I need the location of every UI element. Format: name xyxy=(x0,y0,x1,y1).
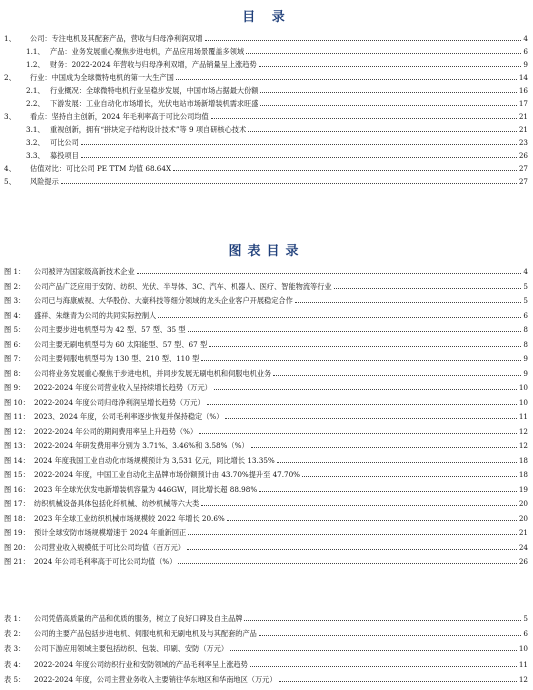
leader-dots xyxy=(201,505,517,506)
entry-number: 表 1： xyxy=(4,614,26,623)
entry-text: 2024 年公司毛利率高于可比公司均值（%） xyxy=(34,557,177,566)
entry-page: 9 xyxy=(523,354,528,363)
entry-text: 看点：坚持自主创新，2024 年毛利率高于可比公司均值 xyxy=(30,112,209,121)
entry-page: 21 xyxy=(518,528,528,537)
figure-entry[interactable] xyxy=(4,453,528,465)
entry-text: 公司产品广泛应用于安防、纺织、光伏、半导体、3C、汽车、机器人、医疗、智能物流等行业 xyxy=(34,281,332,291)
table-entry[interactable] xyxy=(4,611,528,623)
leader-dots xyxy=(302,476,517,477)
figure-entry[interactable] xyxy=(4,366,528,378)
entry-page: 11 xyxy=(518,659,528,669)
entry-page: 12 xyxy=(518,441,528,450)
entry-text: 预计全球安防市场规模增速于 2024 年重新回正 xyxy=(34,528,187,537)
entry-number: 1.2、 xyxy=(26,60,45,69)
entry-text: 2022-2024 年度公司营业收入呈持续增长趋势（万元） xyxy=(34,383,212,392)
entry-number: 图 12： xyxy=(4,426,30,436)
leader-dots xyxy=(248,131,517,132)
entry-text: 公司：专注电机及其配套产品，营收与归母净利润双增 xyxy=(30,34,203,43)
entry-page: 11 xyxy=(518,412,528,421)
entry-text: 估值对比：可比公司 PE TTM 均值 68.64X xyxy=(30,164,172,173)
entry-text: 2022-2024 年度，中国工业自动化主品牌市场份额预计由 43.70%提升至 47.70% xyxy=(34,470,300,479)
entry-page: 8 xyxy=(523,339,528,349)
figure-entry[interactable] xyxy=(4,467,528,479)
entry-text: 可比公司 xyxy=(50,138,79,147)
entry-page: 17 xyxy=(518,99,528,108)
entry-page: 23 xyxy=(518,138,528,147)
entry-page: 5 xyxy=(523,281,528,291)
entry-text: 公司下游应用领域主要包括纺织、包装、印刷、安防（万元） xyxy=(34,644,229,654)
entry-number: 4、 xyxy=(4,164,16,173)
leader-dots xyxy=(61,183,517,184)
entry-number: 2.1、 xyxy=(26,86,45,95)
leader-dots xyxy=(260,92,516,93)
leader-dots xyxy=(199,433,517,434)
leader-dots xyxy=(250,666,517,667)
figure-entry[interactable] xyxy=(4,511,528,523)
entry-page: 12 xyxy=(518,674,528,684)
entry-number: 图 1： xyxy=(4,267,26,276)
leader-dots xyxy=(244,620,521,621)
toc-entry[interactable] xyxy=(26,96,528,108)
figure-entry[interactable] xyxy=(4,525,528,537)
entry-number: 图 10： xyxy=(4,397,30,407)
figure-entry[interactable] xyxy=(4,409,528,421)
figure-entry[interactable] xyxy=(4,337,528,349)
entry-text: 公司的主要产品包括步进电机、伺服电机和无刷电机及与其配套的产品 xyxy=(34,629,257,639)
entry-number: 3、 xyxy=(4,112,16,121)
entry-text: 公司将业务发展重心聚焦于步进电机，并同步发展无刷电机和伺服电机业务 xyxy=(34,368,272,378)
entry-number: 图 4： xyxy=(4,310,26,320)
entry-page: 5 xyxy=(523,296,528,305)
entry-page: 18 xyxy=(518,455,528,465)
entry-number: 图 2： xyxy=(4,281,26,291)
toc-entry[interactable] xyxy=(26,44,528,56)
entry-number: 图 13： xyxy=(4,441,30,450)
entry-text: 公司主要无刷电机型号为 60 太阳能型、57 型、67 型 xyxy=(34,339,208,349)
toc-title: 目 录 xyxy=(242,10,291,25)
entry-page: 6 xyxy=(523,310,528,320)
leader-dots xyxy=(178,563,516,564)
leader-dots xyxy=(187,549,517,550)
figure-entry[interactable] xyxy=(4,395,528,407)
entry-page: 4 xyxy=(523,34,528,43)
entry-page: 24 xyxy=(518,542,528,552)
leader-dots xyxy=(230,650,517,651)
figure-entry[interactable] xyxy=(4,554,528,566)
figure-entry[interactable] xyxy=(4,438,528,450)
entry-number: 图 21： xyxy=(4,557,30,566)
leader-dots xyxy=(205,40,522,41)
entry-number: 1.1、 xyxy=(26,47,45,56)
entry-number: 图 5： xyxy=(4,325,26,334)
entry-text: 募投项目 xyxy=(50,151,79,160)
figure-entry[interactable] xyxy=(4,264,528,276)
toc-entry[interactable] xyxy=(26,135,528,147)
entry-page: 4 xyxy=(523,267,528,276)
leader-dots xyxy=(295,302,522,303)
leader-dots xyxy=(173,170,517,171)
entry-number: 3.3、 xyxy=(26,151,45,160)
entry-text: 2023 年全球光伏发电新增装机容量为 446GW，同比增长超 88.98% xyxy=(34,484,258,494)
toc-entry[interactable] xyxy=(26,57,528,69)
entry-page: 18 xyxy=(518,470,528,479)
leader-dots xyxy=(207,404,517,405)
leader-dots xyxy=(259,491,517,492)
entry-page: 19 xyxy=(518,484,528,494)
entry-text: 2022-2024 年研发费用率分别为 3.71%、3.46%和 3.58%（%） xyxy=(34,441,249,450)
table-entry[interactable] xyxy=(4,626,528,638)
entry-text: 2024 年度我国工业自动化市场规模预计为 3,531 亿元，同比增长 13.35% xyxy=(34,455,275,465)
entry-text: 纺织机械设备具体包括化纤机械、纺纱机械等六大类 xyxy=(34,499,200,508)
entry-number: 图 16： xyxy=(4,484,30,494)
table-entry[interactable] xyxy=(4,657,528,669)
entry-number: 表 5： xyxy=(4,674,26,684)
leader-dots xyxy=(214,389,517,390)
leader-dots xyxy=(260,105,516,106)
entry-page: 21 xyxy=(518,125,528,134)
entry-number: 3.1、 xyxy=(26,125,45,134)
leader-dots xyxy=(176,79,517,80)
entry-number: 图 17： xyxy=(4,499,30,508)
entry-page: 12 xyxy=(518,426,528,436)
entry-text: 公司主要步进电机型号为 42 型、57 型、35 型 xyxy=(34,325,186,334)
entry-number: 表 4： xyxy=(4,659,26,669)
entry-text: 公司已与海康威视、大华股份、大豪科技等细分领域的龙头企业客户开展稳定合作 xyxy=(34,296,293,305)
entry-text: 2022-2024 年度公司纺织行业和安防领域的产品毛利率呈上涨趋势 xyxy=(34,659,248,669)
entry-text: 重视创新，拥有“拼块定子结构设计技术”等 9 项自研核心技术 xyxy=(50,125,247,134)
leader-dots xyxy=(259,635,522,636)
entry-text: 2023 年全球工业纺织机械市场规模较 2022 年增长 20.6% xyxy=(34,513,225,523)
leader-dots xyxy=(277,462,517,463)
figure-entry[interactable] xyxy=(4,279,528,291)
toc-entry[interactable] xyxy=(4,31,528,43)
entry-text: 公司被评为国家级高新技术企业 xyxy=(34,267,135,276)
entry-page: 26 xyxy=(518,151,528,160)
entry-page: 26 xyxy=(518,557,528,566)
entry-number: 图 19： xyxy=(4,528,30,537)
entry-text: 公司主要伺服电机型号为 130 型、210 型、110 型 xyxy=(34,354,200,363)
toc-entry[interactable] xyxy=(4,109,528,121)
entry-text: 行业：中国成为全球微特电机的第一大生产国 xyxy=(30,73,174,82)
entry-text: 盛祥、朱继青为公司的共同实际控制人 xyxy=(34,310,157,320)
entry-page: 6 xyxy=(523,629,528,639)
leader-dots xyxy=(251,447,517,448)
leader-dots xyxy=(334,288,522,289)
entry-number: 表 3： xyxy=(4,644,26,654)
entry-text: 产品：业务发展重心聚焦步进电机，产品应用场景覆盖多领域 xyxy=(50,47,245,56)
leader-dots xyxy=(246,53,521,54)
figure-entry[interactable] xyxy=(4,293,528,305)
toc-entry[interactable] xyxy=(4,174,528,186)
entry-page: 9 xyxy=(523,60,528,69)
entry-text: 财务：2022-2024 年营收与归母净利双增，产品销量呈上涨趋势 xyxy=(50,60,257,69)
entry-number: 图 11： xyxy=(4,412,30,421)
entry-number: 2.2、 xyxy=(26,99,45,108)
toc-entry[interactable] xyxy=(26,148,528,160)
leader-dots xyxy=(188,534,517,535)
entry-page: 20 xyxy=(518,513,528,523)
entry-text: 2023、2024 年度，公司毛利率逐步恢复并保持稳定（%） xyxy=(34,412,224,421)
entry-page: 21 xyxy=(518,112,528,121)
entry-text: 2022-2024 年度公司归母净利润呈增长趋势（万元） xyxy=(34,397,205,407)
entry-text: 公司凭借高质量的产品和优质的服务，树立了良好口碑及自主品牌 xyxy=(34,614,243,623)
table-entry[interactable] xyxy=(4,641,528,653)
leader-dots xyxy=(81,157,517,158)
leader-dots xyxy=(211,118,517,119)
entry-text: 2022-2024 年公司的期间费用率呈上升趋势（%） xyxy=(34,426,198,436)
leader-dots xyxy=(279,681,517,682)
entry-page: 16 xyxy=(518,86,528,95)
entry-number: 1、 xyxy=(4,34,16,43)
entry-number: 图 7： xyxy=(4,354,26,363)
entry-number: 图 6： xyxy=(4,339,26,349)
leader-dots xyxy=(201,360,521,361)
entry-number: 表 2： xyxy=(4,629,26,639)
leader-dots xyxy=(158,317,521,318)
entry-page: 9 xyxy=(523,368,528,378)
entry-text: 2022-2024 年度，公司主营业务收入主要销往华东地区和华南地区（万元） xyxy=(34,674,277,684)
figure-entry[interactable] xyxy=(4,424,528,436)
entry-text: 下游发展：工业自动化市场增长，光伏电站市场新增装机需求旺盛 xyxy=(50,99,259,108)
figures-title: 图表目录 xyxy=(228,244,305,259)
leader-dots xyxy=(188,331,522,332)
entry-number: 图 18： xyxy=(4,513,30,523)
figure-entry[interactable] xyxy=(4,351,528,363)
entry-number: 图 14： xyxy=(4,455,30,465)
toc-entry[interactable] xyxy=(4,161,528,173)
leader-dots xyxy=(225,418,516,419)
leader-dots xyxy=(273,375,521,376)
entry-page: 6 xyxy=(523,47,528,56)
toc-entry[interactable] xyxy=(26,122,528,134)
leader-dots xyxy=(259,66,522,67)
figure-entry[interactable] xyxy=(4,308,528,320)
entry-text: 行业概况：全球微特电机行业呈稳步发展，中国市场占据最大份额 xyxy=(50,86,259,95)
leader-dots xyxy=(81,144,517,145)
leader-dots xyxy=(137,273,522,274)
entry-page: 20 xyxy=(518,499,528,508)
entry-number: 图 9： xyxy=(4,383,26,392)
entry-page: 14 xyxy=(518,73,528,82)
figure-entry[interactable] xyxy=(4,380,528,392)
entry-page: 5 xyxy=(523,614,528,623)
entry-page: 10 xyxy=(518,644,528,654)
leader-dots xyxy=(227,520,517,521)
figure-entry[interactable] xyxy=(4,482,528,494)
table-entry[interactable] xyxy=(4,672,528,684)
toc-entry[interactable] xyxy=(26,83,528,95)
leader-dots xyxy=(209,346,521,347)
figure-entry[interactable] xyxy=(4,322,528,334)
entry-number: 2、 xyxy=(4,73,16,82)
entry-page: 10 xyxy=(518,397,528,407)
entry-text: 风险提示 xyxy=(30,177,59,186)
entry-number: 5、 xyxy=(4,177,16,186)
entry-number: 图 15： xyxy=(4,470,30,479)
entry-number: 图 3： xyxy=(4,296,26,305)
entry-page: 27 xyxy=(518,177,528,186)
entry-page: 27 xyxy=(518,164,528,173)
entry-page: 8 xyxy=(523,325,528,334)
entry-number: 图 20： xyxy=(4,542,30,552)
figure-entry[interactable] xyxy=(4,540,528,552)
toc-entry[interactable] xyxy=(4,70,528,82)
entry-page: 10 xyxy=(518,383,528,392)
entry-number: 图 8： xyxy=(4,368,26,378)
figure-entry[interactable] xyxy=(4,496,528,508)
entry-text: 公司营业收入规模低于可比公司均值（百万元） xyxy=(34,542,185,552)
entry-number: 3.2、 xyxy=(26,138,45,147)
